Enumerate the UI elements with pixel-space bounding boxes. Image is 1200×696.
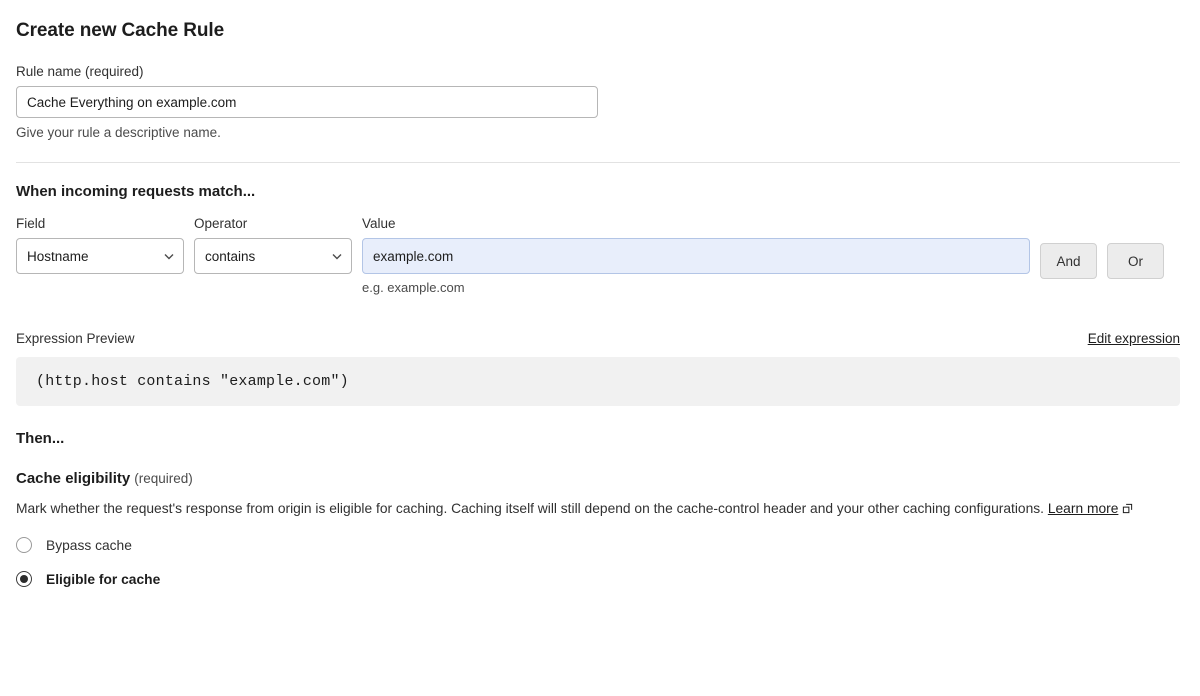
rule-name-help: Give your rule a descriptive name. — [16, 125, 221, 140]
value-label: Value — [362, 216, 396, 231]
field-select-value: Hostname — [16, 238, 184, 274]
field-column — [16, 216, 184, 274]
expression-header — [16, 331, 1180, 346]
match-row — [16, 216, 1180, 295]
cache-eligibility-required: (required) — [134, 471, 193, 486]
field-label: Field — [16, 216, 46, 231]
value-hint: e.g. example.com — [362, 280, 465, 295]
section-divider — [16, 162, 1180, 163]
expression-preview-label: Expression Preview — [16, 331, 135, 346]
radio-icon[interactable] — [16, 537, 32, 553]
then-section-title: Then... — [16, 430, 65, 447]
radio-label: Bypass cache — [46, 537, 132, 553]
expression-preview-box: (http.host contains "example.com") — [16, 357, 1180, 406]
value-column — [362, 216, 1030, 295]
operator-column — [194, 216, 352, 274]
operator-select-value: contains — [194, 238, 352, 274]
rule-name-label: Rule name (required) — [16, 64, 144, 79]
page-title: Create new Cache Rule — [16, 20, 225, 41]
field-select[interactable] — [16, 238, 184, 274]
logic-buttons — [1040, 216, 1164, 279]
radio-icon[interactable] — [16, 571, 32, 587]
operator-select[interactable] — [194, 238, 352, 274]
or-button[interactable]: Or — [1107, 243, 1164, 279]
cache-eligibility-description — [16, 498, 1180, 519]
rule-name-group — [16, 64, 1180, 140]
learn-more-link[interactable]: Learn more — [1047, 501, 1119, 516]
and-button[interactable]: And — [1040, 243, 1097, 279]
external-link-icon — [1122, 499, 1133, 510]
radio-option-bypass-cache[interactable] — [16, 537, 1180, 553]
operator-label: Operator — [194, 216, 248, 231]
radio-label: Eligible for cache — [46, 571, 161, 587]
value-input[interactable] — [362, 238, 1030, 274]
radio-option-eligible-for-cache[interactable] — [16, 571, 1180, 587]
edit-expression-link[interactable]: Edit expression — [1087, 331, 1180, 346]
cache-eligibility-heading — [16, 470, 1180, 487]
description-text: Mark whether the request's response from origin is eligible for caching. Caching itself will still depend on the cache-control header and your other caching configurations. — [16, 501, 1048, 516]
rule-name-input[interactable] — [16, 86, 598, 118]
cache-eligibility-label: Cache eligibility — [16, 470, 131, 487]
match-section-title: When incoming requests match... — [16, 183, 256, 200]
